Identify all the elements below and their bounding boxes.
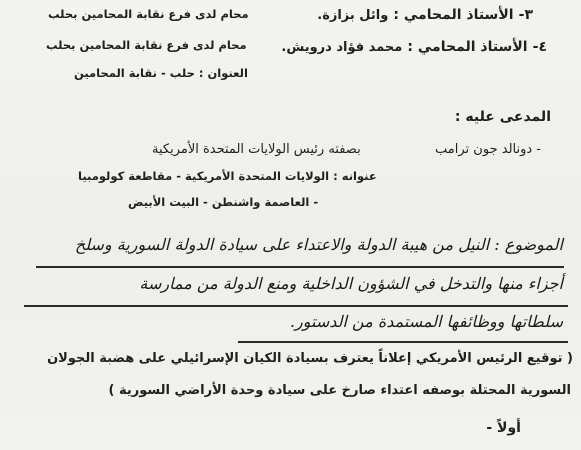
defendant-address-1: عنوانه : الولايات المتحدة الأمريكية - مقاطعة كولومبيا <box>78 169 377 183</box>
lawyer-3-number: ٣- <box>518 7 533 23</box>
lawyer-3-name: وائل بزازة. <box>317 8 389 23</box>
lawyer-4-title: الأستاذ المحامي : <box>407 39 528 55</box>
lawyer-3-line <box>317 6 533 22</box>
subject-line-2: أجزاء منها والتدخل في الشؤون الداخلية ومنع الدولة من ممارسة <box>139 274 563 293</box>
lawyer-4-name: محمد فؤاد درويش. <box>281 40 403 55</box>
lawyer-3-affiliation: محام لدى فرع نقابة المحامين بحلب <box>48 7 249 21</box>
lawyer-4-line <box>281 38 547 54</box>
defendant-address-2: - العاصمة واشنطن - البيت الأبيض <box>128 195 319 209</box>
lawyer-4-number: ٤- <box>532 39 547 55</box>
subject-underline-3 <box>238 341 568 343</box>
typed-paragraph-line-1: ( توقيع الرئيس الأمريكي إعلاناً يعترف بسيادة الكيان الإسرائيلي على هضبة الجولان <box>47 351 573 366</box>
subject-line-1: الموضوع : النيل من هيبة الدولة والاعتداء على سيادة الدولة السورية وسلخ <box>74 235 563 254</box>
subject-underline-1 <box>36 266 564 268</box>
address-line: العنوان : حلب - نقابة المحامين <box>74 66 248 80</box>
lawyer-4-affiliation: محام لدى فرع نقابة المحامين بحلب <box>46 38 247 52</box>
typed-paragraph-line-2: السورية المحتلة بوصفه اعتداء صارخ على سيادة وحدة الأراضي السورية ) <box>108 383 571 398</box>
defendant-name: - دونالد جون ترامب <box>435 142 541 157</box>
defendant-capacity: بصفته رئيس الولايات المتحدة الأمريكية <box>152 142 361 157</box>
defendant-label: المدعى عليه : <box>454 109 551 125</box>
subject-line-3: سلطاتها ووظائفها المستمدة من الدستور. <box>289 312 563 331</box>
first-heading: أولاً - <box>486 420 521 436</box>
subject-underline-2 <box>24 305 568 307</box>
lawyer-3-title: الأستاذ المحامي : <box>393 7 514 23</box>
